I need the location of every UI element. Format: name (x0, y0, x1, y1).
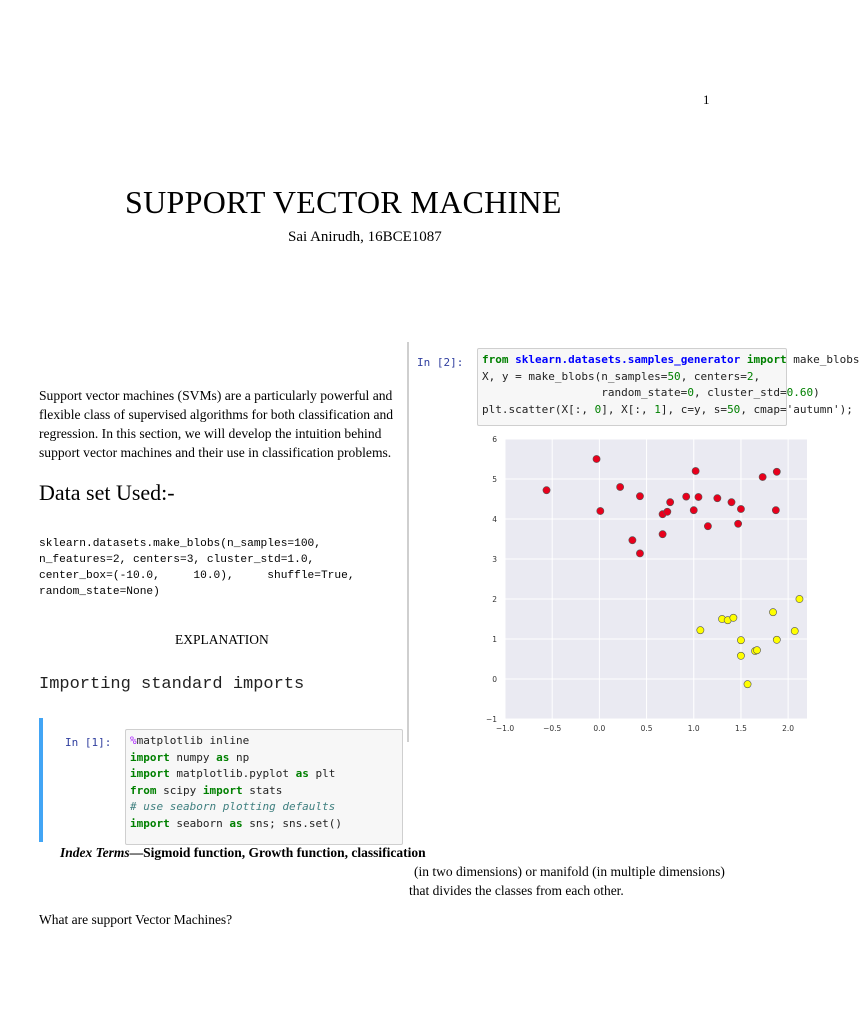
data-point (636, 493, 643, 500)
dataset-heading: Data set Used:- (39, 480, 175, 505)
keyword: import (130, 816, 170, 830)
keyword: as (229, 816, 243, 830)
code-token: sns; sns.set() (249, 816, 342, 830)
data-point (714, 495, 721, 502)
imports-heading: Importing standard imports (39, 675, 305, 694)
y-tick-label: 6 (492, 435, 497, 444)
right-column-text-line: (in two dimensions) or manifold (in multiple dimensions) (414, 864, 725, 879)
code-token: ], c=y, s= (660, 402, 728, 416)
data-point (791, 627, 798, 634)
data-point (667, 499, 674, 506)
keyword: as (216, 750, 230, 764)
number: 0 (594, 402, 602, 416)
code-token: ], X[:, (601, 402, 655, 416)
code-token: numpy (176, 750, 217, 764)
notebook-cell-scatter (407, 342, 860, 742)
keyword: import (130, 767, 170, 780)
data-point (636, 550, 643, 557)
code-token: make_blobs (793, 353, 860, 366)
number: 2 (746, 369, 754, 383)
code-token: plt (315, 767, 336, 780)
data-point (728, 499, 735, 506)
data-point (704, 523, 711, 530)
magic-percent: % (130, 734, 137, 747)
code-token: seaborn (176, 816, 230, 830)
code-token: ) (813, 386, 820, 399)
code-token: stats (249, 783, 283, 797)
x-tick-label: 2.0 (782, 724, 795, 733)
code-line: X, y = make_blobs(n_samples= (482, 369, 668, 383)
y-tick-label: 1 (492, 635, 497, 644)
data-point (730, 614, 737, 621)
data-point (697, 627, 704, 634)
data-point (772, 507, 779, 514)
code-token: , cmap='autumn'); (740, 402, 853, 416)
code-token: matplotlib.pyplot (176, 767, 296, 780)
page-number: 1 (703, 92, 710, 107)
data-point (773, 468, 780, 475)
x-tick-label: 1.0 (687, 724, 700, 733)
keyword: import (130, 750, 170, 764)
x-tick-label: −1.0 (495, 724, 515, 733)
data-point (773, 636, 780, 643)
data-point (769, 609, 776, 616)
data-point (690, 507, 697, 514)
data-point (695, 493, 702, 500)
cell-prompt: In [1]: (65, 736, 112, 749)
data-point (692, 467, 699, 474)
index-terms-text: —Sigmoid function, Growth function, classification (129, 845, 426, 860)
abstract-paragraph: Support vector machines (SVMs) are a particularly powerful and flexible class of supervised algorithms for both classification and regression. In this section, we will develop the intuition behind support vector machines and their use in classification problems. (39, 388, 394, 460)
data-point (737, 637, 744, 644)
code-token: scipy (163, 783, 203, 797)
data-point (664, 508, 671, 515)
data-point (593, 455, 600, 462)
data-point (753, 647, 760, 654)
data-point (737, 652, 744, 659)
code-comment: # use seaborn plotting defaults (130, 800, 336, 813)
explanation-heading: EXPLANATION (175, 632, 269, 647)
code-token: , centers= (680, 369, 747, 383)
code-token: , (753, 369, 761, 383)
module-name: sklearn.datasets.samples_generator (515, 353, 741, 366)
code-token: np (236, 750, 250, 764)
x-tick-label: −0.5 (543, 724, 562, 733)
y-tick-label: 3 (492, 555, 497, 564)
data-point (629, 537, 636, 544)
cell-selection-bar (39, 718, 43, 842)
data-point (597, 507, 604, 514)
number: 50 (727, 402, 741, 416)
x-tick-label: 1.5 (734, 724, 747, 733)
cell-prompt: In [2]: (417, 356, 464, 369)
data-point (735, 520, 742, 527)
data-point (744, 681, 751, 688)
section-question: What are support Vector Machines? (39, 912, 233, 927)
number: 0 (687, 386, 694, 399)
index-terms (60, 845, 426, 861)
right-column-text-line: that divides the classes from each other. (409, 883, 624, 898)
code-token: , cluster_std= (693, 386, 787, 399)
number: 50 (667, 369, 681, 383)
scatter-plot (407, 342, 795, 742)
keyword: from (130, 783, 157, 797)
keyword: import (746, 353, 787, 366)
dataset-code: sklearn.datasets.make_blobs(n_samples=100, n_features=2, centers=3, cluster_std=1.0, center_box=(-10.0, 10.0), shuffle=True, random_state=None) (39, 538, 355, 598)
y-tick-label: 2 (492, 595, 497, 604)
data-point (737, 505, 744, 512)
data-point (617, 483, 624, 490)
keyword: from (482, 353, 509, 366)
number: 0.60 (786, 386, 814, 399)
y-tick-label: 0 (492, 675, 497, 684)
x-tick-label: 0.0 (593, 724, 606, 733)
y-tick-label: −1 (485, 715, 497, 724)
data-point (659, 531, 666, 538)
notebook-cell-imports (39, 718, 403, 842)
keyword: as (295, 767, 309, 780)
data-point (543, 487, 550, 494)
code-line: random_state= (482, 386, 688, 399)
code-input (125, 729, 403, 845)
author-line: Sai Anirudh, 16BCE1087 (288, 229, 442, 245)
code-line: matplotlib inline (136, 734, 250, 747)
number: 1 (654, 402, 661, 416)
y-tick-label: 4 (492, 515, 497, 524)
index-terms-label: Index Terms (60, 845, 130, 860)
data-point (796, 595, 803, 602)
data-point (683, 493, 690, 500)
x-tick-label: 0.5 (640, 724, 653, 733)
plot-area (505, 439, 807, 719)
y-tick-label: 5 (492, 475, 497, 484)
paper-title: SUPPORT VECTOR MACHINE (125, 184, 562, 220)
code-line: plt.scatter(X[:, (482, 402, 595, 416)
data-point (759, 473, 766, 480)
keyword: import (202, 783, 243, 797)
